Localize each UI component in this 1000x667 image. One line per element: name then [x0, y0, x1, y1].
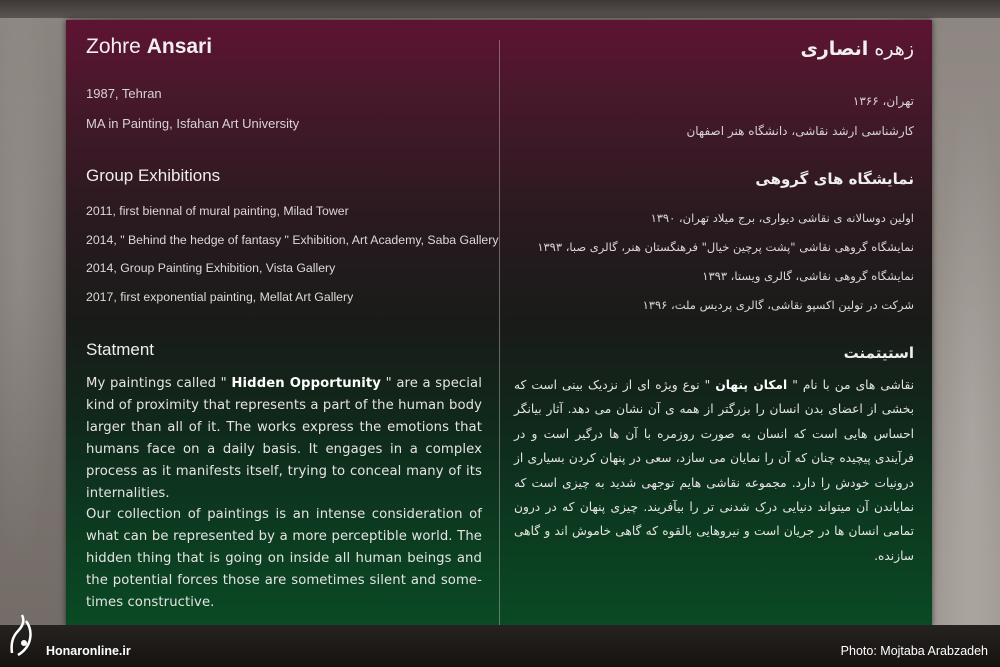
exhibition-item-fa: اولین دوسالانه ی نقاشی دیواری، برج میلاد تهران، ۱۳۹۰ — [650, 211, 914, 225]
statement-heading-fa: استیتمنت — [843, 344, 914, 362]
marble-wall-right — [930, 18, 1000, 625]
english-column — [86, 32, 499, 611]
column-divider — [499, 40, 500, 630]
statement-heading-en: Statment — [86, 340, 155, 359]
wall-top — [0, 0, 1000, 18]
exhibition-item-fa: نمایشگاه گروهی نقاشی "پشت پرچین خیال" فرهنگستان هنر، گالری صبا، ۱۳۹۳ — [537, 240, 914, 254]
group-exhibitions-heading-fa: نمایشگاه های گروهی — [755, 170, 914, 188]
statement-text-fa — [514, 373, 914, 568]
statement-p1-start: My paintings called " — [86, 376, 232, 391]
artist-info-panel — [66, 20, 932, 626]
birth-info-fa: تهران، ۱۳۶۶ — [852, 94, 914, 108]
site-watermark: Honaronline.ir — [46, 644, 131, 658]
photo-credit: Photo: Mojtaba Arabzadeh — [840, 644, 988, 658]
artist-name-fa — [800, 38, 914, 60]
statement-fa-rest: " نوع ویژه ای از نزدیک بینی است که بخشی از اعضای بدن انسان را بزرگتر از همه ی آن نشان می دهد. آثار بیانگر احساس هایی است که انسان به صورت روزمره با آن ها درگیر است و در فرآیندی پیچیده چنان که آن را نمایان می سازد، سعی در پنهان کردن بسیاری از درونیات خودش را دارد. مجموعه نقاشی هایم توجهی شدید به چیزی است که نمایاندن آن میتواند دنیایی درک شدنی تر را بیآفریند. چیزی پنهان که در درون تمامی انسان ها در جریان است و نیروهایی بالقوه که گاهی خاموش اند و گاهی سازنده. — [514, 378, 914, 563]
exhibition-item-en: 2017, first exponential painting, Mellat Art Gallery — [86, 290, 354, 304]
exhibition-item-en: 2011, first biennal of mural painting, Milad Tower — [86, 204, 349, 218]
education-en: MA in Painting, Isfahan Art University — [86, 116, 300, 131]
group-exhibitions-heading-en: Group Exhibitions — [86, 166, 221, 185]
statement-title-bold: Hidden Opportunity — [231, 376, 382, 391]
exhibition-item-en: 2014, Group Painting Exhibition, Vista Gallery — [86, 261, 336, 275]
statement-fa-start: نقاشی های من با نام " — [787, 378, 915, 392]
statement-p1-rest: " are a special kind of proximity that represents a part of the human body larger than all of it. The works express the emotions that humans face on a daily basis. It engages in a complex process as it manifests itself, trying to conceal many of its internalities. — [86, 376, 482, 501]
honaronline-logo-icon — [6, 609, 40, 659]
statement-title-bold-fa: امکان پنهان — [715, 378, 788, 392]
exhibition-item-en: 2014, " Behind the hedge of fantasy " Exhibition, Art Academy, Saba Gallery — [86, 233, 499, 247]
last-name-fa: انصاری — [800, 38, 869, 60]
marble-wall-left — [0, 18, 66, 625]
statement-p2: Our collection of paintings is an intense consideration of what can be represented by a more perceptible world. The hidden thing that is going on inside all human beings and the potential forces those are sometimes silent and some-times constructive. — [86, 507, 482, 611]
first-name-fa: زهره — [874, 38, 914, 60]
statement-text-en — [86, 373, 482, 614]
last-name-en: Ansari — [146, 35, 213, 58]
exhibition-item-fa: نمایشگاه گروهی نقاشی، گالری ویستا، ۱۳۹۳ — [702, 269, 914, 283]
education-fa: کارشناسی ارشد نقاشی، دانشگاه هنر اصفهان — [686, 124, 914, 138]
exhibition-item-fa: شرکت در تولین اکسپو نقاشی، گالری پردیس ملت، ۱۳۹۶ — [642, 298, 914, 312]
birth-info-en: 1987, Tehran — [86, 86, 162, 101]
first-name-en: Zohre — [86, 35, 141, 58]
artist-name-en — [86, 32, 481, 62]
